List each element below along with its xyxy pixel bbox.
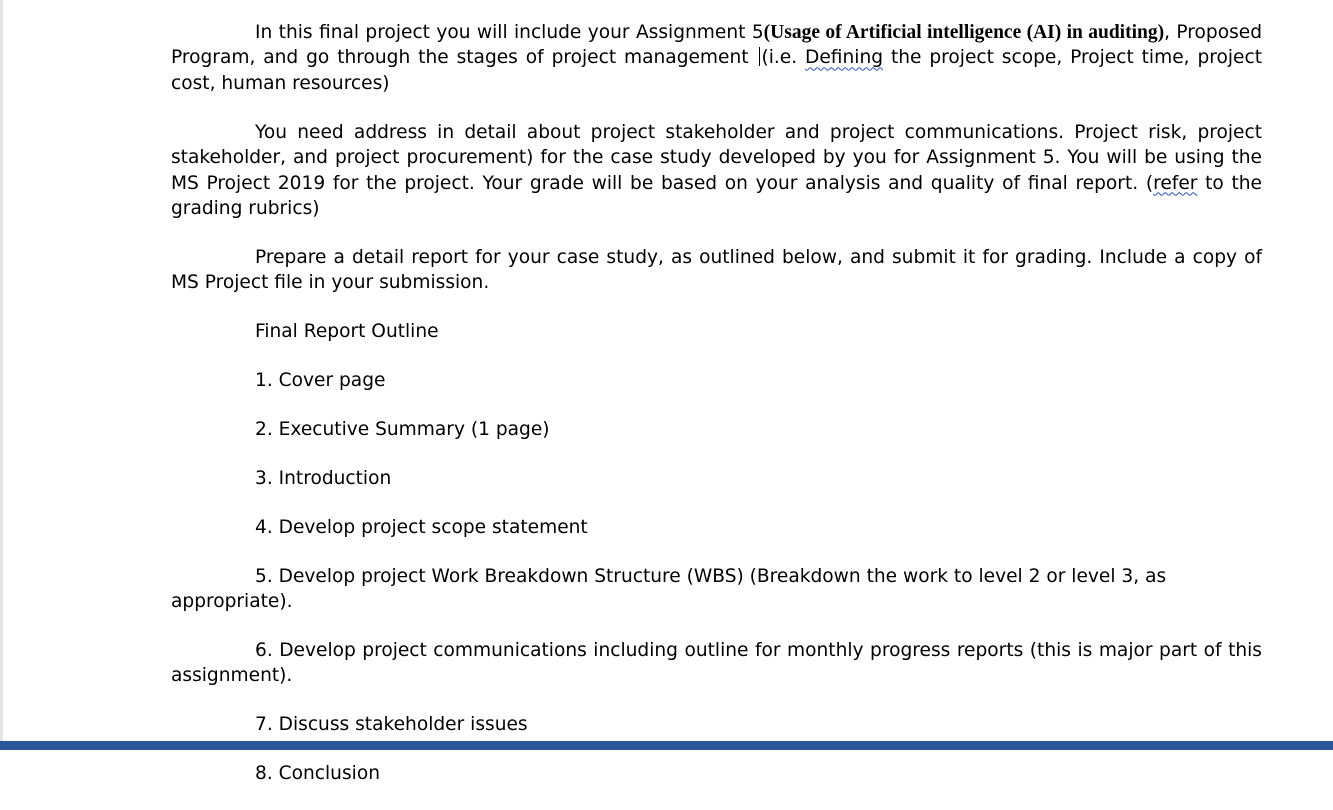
intro-text-continued: , Proposed Program, and go through the stages of project management (171, 22, 1263, 69)
outline-item: 8. Conclusion (255, 763, 380, 785)
spellcheck-flagged-word[interactable]: refer (1153, 172, 1198, 194)
paragraph-instructions: Prepare a detail report for your case study, as outlined below, and submit it for grading. Include a copy of MS Project file in your submission. (171, 246, 1262, 294)
outline-item: 5. Develop project Work Breakdown Structure (WBS) (Breakdown the work to level 2 or level 3, as appropriate). (171, 565, 1167, 613)
paragraph-requirements (171, 120, 1262, 222)
outline-item: 6. Develop project communications including outline for monthly progress reports (this is major part of this assignment). (171, 640, 1262, 687)
spellcheck-flagged-word[interactable]: Defining (805, 47, 884, 69)
outline-item: 4. Develop project scope statement (255, 516, 588, 538)
assignment-topic-bold: (Usage of Artificial intelligence (AI) in auditing) (763, 22, 1165, 43)
outline-title: Final Report Outline (255, 321, 439, 343)
page-left-edge (0, 0, 3, 741)
document-body[interactable] (171, 20, 1262, 810)
status-bar (0, 741, 1333, 750)
outline-item: 3. Introduction (255, 467, 392, 489)
requirements-text-end: to the grading rubrics) (171, 172, 1262, 219)
intro-text-end: the project scope, Project time, project cost, human resources) (171, 47, 1262, 94)
intro-text-ie: (i.e. (761, 47, 806, 69)
intro-text: In this final project you will include your Assignment 5 (255, 22, 764, 43)
paragraph-intro (171, 20, 1262, 96)
outline-item: 1. Cover page (255, 370, 386, 392)
outline-item: 2. Executive Summary (1 page) (255, 418, 550, 440)
outline-item: 7. Discuss stakeholder issues (255, 714, 528, 736)
requirements-text: You need address in detail about project stakeholder and project communications. Project risk, project stakeholder, and project procurement) for the case study developed by you for Assignment 5. You will be using the MS Project 2019 for the project. Your grade will be based on your analysis and quality of final report. ( (171, 121, 1262, 194)
